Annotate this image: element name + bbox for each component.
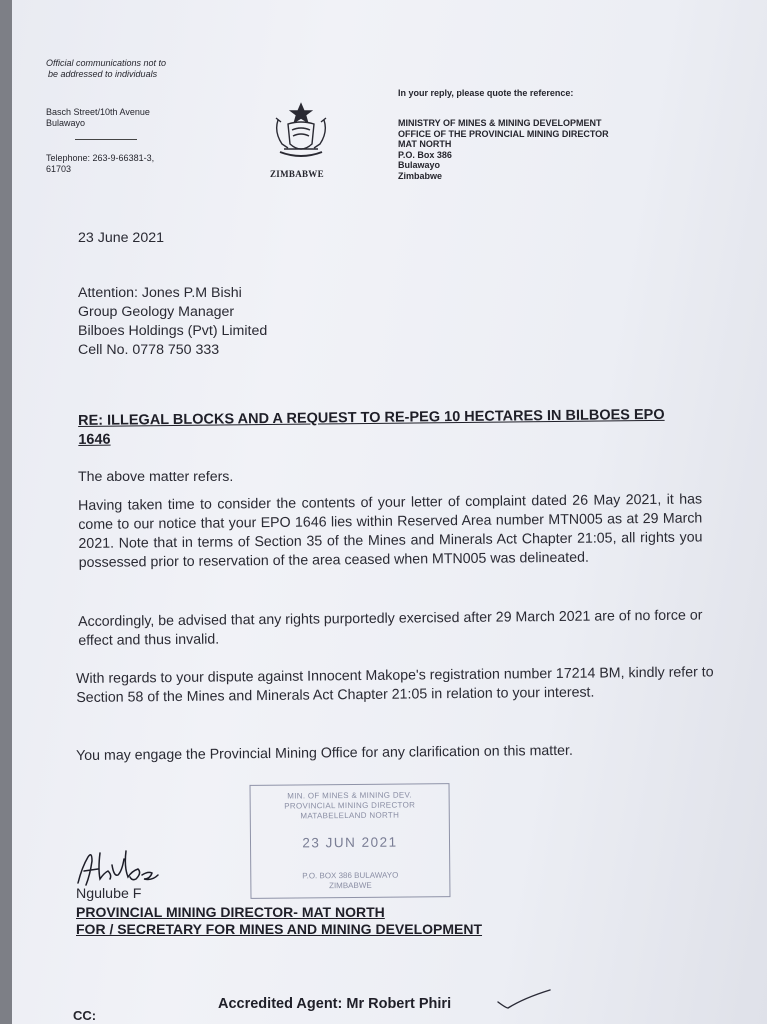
office-stamp: [250, 783, 451, 899]
telephone-line-2: 61703: [46, 164, 72, 174]
reply-notice: In your reply, please quote the reference:: [398, 88, 574, 98]
stamp-date: 23 JUN 2021: [302, 834, 398, 851]
address-line-1: Basch Street/10th Avenue: [46, 107, 150, 117]
signatory-title-2: FOR / SECRETARY FOR MINES AND MINING DEVELOPMENT: [76, 921, 483, 937]
coat-of-arms-icon: [266, 102, 336, 164]
telephone-block: [46, 153, 154, 175]
ministry-line-5: Bulawayo: [398, 160, 441, 170]
ministry-line-4: P.O. Box 386: [398, 149, 452, 160]
recipient-line-1: Attention: Jones P.M Bishi: [78, 285, 242, 301]
stamp-line-4: P.O. BOX 386 BULAWAYO: [302, 870, 399, 881]
stamp-line-1: MIN. OF MINES & MINING DEV.: [287, 790, 412, 801]
subject-line-1: RE: ILLEGAL BLOCKS AND A REQUEST TO RE-PEG 10 HECTARES IN BILBOES EPO: [78, 406, 665, 429]
ministry-line-3: MAT NORTH: [398, 139, 452, 149]
header-divider: [75, 139, 137, 140]
stamp-header: [251, 790, 449, 822]
ministry-line-6: Zimbabwe: [398, 170, 443, 181]
notice-line-1: Official communications not to: [46, 58, 167, 68]
paragraph-4: With regards to your dispute against Innocent Makope's registration number 17214 BM, kindly refer to Section 58 of the Mines and Minerals Act Chapter 21:05 in relation to your interest.: [76, 664, 714, 706]
telephone-line-1: Telephone: 263-9-66381-3,: [46, 153, 155, 163]
letter-page: [12, 0, 767, 1024]
paragraph-2: Having taken time to consider the contents of your letter of complaint dated 26 May 2021, it has come to our notice that your EPO 1646 lies within Reserved Area number MTN005 as at 29 March 2021. Note that in terms of Section 35 of the Mines and Minerals Act Chapter 21:05, all rights you possessed prior to reservation of the area ceased when MTN005 was delineated.: [78, 491, 703, 571]
cc-label: CC:: [73, 1008, 97, 1023]
accredited-agent: Accredited Agent: Mr Robert Phiri: [218, 996, 452, 1012]
tick-mark-icon: [494, 986, 554, 1014]
signatory-title-1: PROVINCIAL MINING DIRECTOR- MAT NORTH: [76, 904, 385, 920]
stamp-line-5: ZIMBABWE: [329, 880, 372, 891]
notice-text: [46, 58, 166, 80]
coat-of-arms-caption: ZIMBABWE: [270, 169, 324, 179]
recipient-line-2: Group Geology Manager: [78, 304, 235, 320]
notice-line-2: be addressed to individuals: [48, 69, 158, 79]
ministry-line-2: OFFICE OF THE PROVINCIAL MINING DIRECTOR: [398, 128, 609, 139]
stamp-line-3: MATABELELAND NORTH: [300, 810, 400, 821]
paragraph-1: The above matter refers.: [78, 469, 234, 485]
recipient-line-4: Cell No. 0778 750 333: [78, 342, 220, 358]
paragraph-5: You may engage the Provincial Mining Office for any clarification on this matter.: [76, 742, 573, 764]
paragraph-3: Accordingly, be advised that any rights purportedly exercised after 29 March 2021 are of no force or effect and thus invalid.: [78, 607, 703, 649]
subject-line-2: 1646: [78, 431, 111, 448]
recipient-block: [78, 284, 267, 360]
letter-date: 23 June 2021: [78, 230, 164, 246]
signatory-name: Ngulube F: [76, 886, 142, 902]
subject-heading: [78, 406, 665, 450]
address-line-2: Bulawayo: [46, 118, 86, 128]
ministry-address: [398, 118, 609, 181]
stamp-line-2: PROVINCIAL MINING DIRECTOR: [284, 800, 416, 811]
ministry-line-1: MINISTRY OF MINES & MINING DEVELOPMENT: [398, 118, 602, 128]
recipient-line-3: Bilboes Holdings (Pvt) Limited: [78, 323, 268, 339]
stamp-footer: [251, 870, 449, 892]
address-block: [46, 107, 150, 129]
